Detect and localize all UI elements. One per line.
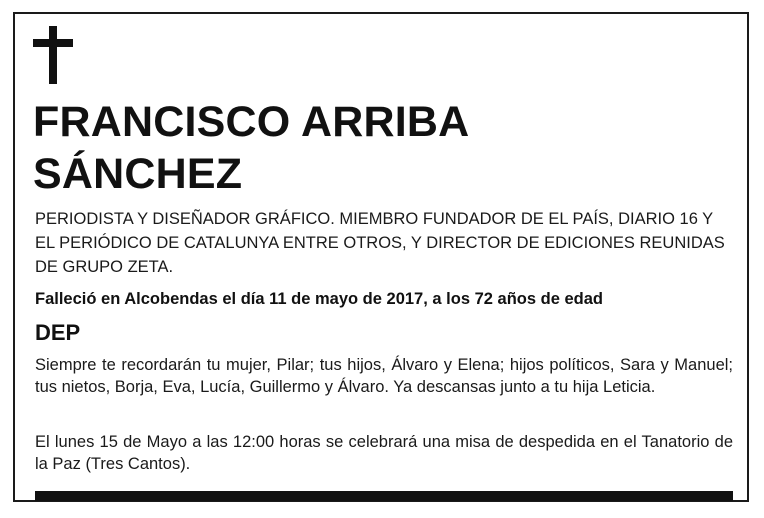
family-message: Siempre te recordarán tu mujer, Pilar; tus hijos, Álvaro y Elena; hijos políticos, Sara y Manuel; tus nietos, Borja, Eva, Lucía, Guillermo y Álvaro. Ya descansas junto a tu hija Leticia.	[35, 356, 733, 396]
name-line-1: FRANCISCO ARRIBA	[33, 98, 470, 146]
latin-cross-icon	[33, 26, 73, 84]
profession-text: PERIODISTA Y DISEÑADOR GRÁFICO. MIEMBRO FUNDADOR DE EL PAÍS, DIARIO 16 Y EL PERIÓDICO DE CATALUNYA ENTRE OTROS, Y DIRECTOR DE EDICIONES REUNIDAS DE GRUPO ZETA.	[35, 210, 725, 276]
name-line-2: SÁNCHEZ	[33, 150, 243, 198]
mass-announcement: El lunes 15 de Mayo a las 12:00 horas se celebrará una misa de despedida en el Tanatorio de la Paz (Tres Cantos).	[35, 433, 733, 473]
deceased-name	[33, 96, 723, 200]
cross-horizontal-bar	[33, 39, 73, 47]
bottom-rule	[35, 491, 733, 501]
dep-heading: DEP	[35, 320, 81, 345]
cross-vertical-bar	[49, 26, 57, 84]
death-statement: Falleció en Alcobendas el día 11 de mayo de 2017, a los 72 años de edad	[35, 290, 603, 308]
